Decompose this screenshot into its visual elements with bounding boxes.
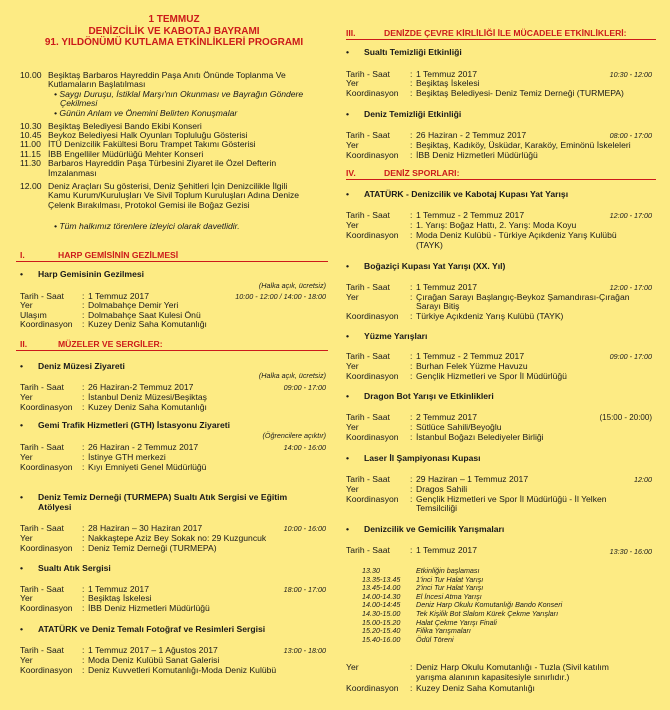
field-label: Koordinasyon xyxy=(346,88,399,98)
event-place: 1. Yarış: Boğaz Hattı, 2. Yarış: Moda Koyu xyxy=(416,220,577,230)
field-label: Yer xyxy=(20,392,33,402)
field-label: Koordinasyon xyxy=(346,230,399,240)
program-time: 11.00 xyxy=(20,139,41,149)
field-colon: : xyxy=(410,683,413,693)
field-label: Tarih - Saat xyxy=(346,130,390,140)
event-date: 28 Haziran – 30 Haziran 2017 xyxy=(88,523,203,533)
event-time: 12:00 xyxy=(634,475,652,484)
event-place: Sarayı Bitiş xyxy=(416,301,460,311)
field-colon: : xyxy=(82,533,85,543)
schedule-time: 13.45-14.00 xyxy=(362,583,401,593)
field-label: Tarih - Saat xyxy=(346,412,390,422)
event-coord: Deniz Kuvvetleri Komutanlığı-Moda Deniz Kulübü xyxy=(88,665,277,675)
section-number: I. xyxy=(20,250,25,260)
event-time: 09:00 - 17:00 xyxy=(609,352,652,361)
field-colon: : xyxy=(410,662,413,672)
program-text: Barbaros Hayreddin Paşa Türbesini Ziyaret ile Özel Defterin xyxy=(48,158,277,168)
field-colon: : xyxy=(410,88,413,98)
event-title: Yüzme Yarışları xyxy=(364,331,428,341)
schedule-event: Etkinliğin başlaması xyxy=(416,566,480,575)
event-place: Dragos Sahili xyxy=(416,484,468,494)
field-label: Koordinasyon xyxy=(20,319,73,329)
field-colon: : xyxy=(82,593,85,603)
schedule-event: Filika Yarışmaları xyxy=(416,626,471,636)
event-coord: İBB Deniz Hizmetleri Müdürlüğü xyxy=(416,150,538,160)
field-colon: : xyxy=(410,484,413,494)
program-time: 11.30 xyxy=(20,158,41,168)
program-time: 11.15 xyxy=(20,149,41,159)
schedule-time: 15.20-15.40 xyxy=(362,626,401,636)
field-colon: : xyxy=(410,432,413,442)
field-label: Yer xyxy=(20,533,33,543)
section-divider xyxy=(16,350,328,351)
event-title: Deniz Temizliği Etkinliği xyxy=(364,109,462,119)
event-time: 12:00 - 17:00 xyxy=(609,283,652,292)
event-coord: Gençlik Hizmetleri ve Spor İl Müdürlüğü - İl Yelken xyxy=(416,494,607,504)
bullet-icon: • xyxy=(346,391,350,401)
event-date: 1 Temmuz - 2 Temmuz 2017 xyxy=(416,210,525,220)
event-coord: Türkiye Açıkdeniz Yarış Kulübü (TAYK) xyxy=(416,311,564,321)
field-colon: : xyxy=(410,361,413,371)
event-note: (Öğrencilere açıktır) xyxy=(262,431,326,440)
title-line: DENİZCİLİK VE KABOTAJ BAYRAMI xyxy=(88,25,260,37)
field-label: Tarih - Saat xyxy=(20,382,64,392)
invite-note: • Tüm halkımız törenlere izleyici olarak davetlidir. xyxy=(54,221,240,231)
program-bullet: • Saygı Duruşu, İstiklal Marşı'nın Okunması ve Bayrağın Göndere xyxy=(54,89,304,99)
event-coord: Gençlik Hizmetleri ve Spor İl Müdürlüğü xyxy=(416,371,567,381)
section-title: DENİZDE ÇEVRE KİRLİLİĞİ İLE MÜCADELE ETKİNLİKLERİ: xyxy=(384,28,627,38)
schedule-event: Ödül Töreni xyxy=(416,634,454,644)
event-coord: Kuzey Deniz Saha Komutanlığı xyxy=(88,402,207,412)
field-colon: : xyxy=(410,140,413,150)
program-text: Kamu Kurum/Kuruluşları Ve Sivil Toplum Kuruluşları Adına Denize xyxy=(48,190,300,200)
event-time: 13:30 - 16:00 xyxy=(609,547,652,556)
program-time: 10.45 xyxy=(20,130,42,140)
event-place: yarışma alanının kapasitesiyle sınırlıdır.) xyxy=(416,672,570,682)
event-time: 10:30 - 12:00 xyxy=(609,70,652,79)
program-text: Deniz Araçları Su gösterisi, Deniz Şehitleri İçin Denizcilikle İlgili xyxy=(48,181,288,191)
event-coord: Moda Deniz Kulübü - Türkiye Açıkdeniz Yarış Kulübü xyxy=(416,230,617,240)
field-label: Yer xyxy=(20,300,33,310)
schedule-time: 15.40-16.00 xyxy=(362,634,401,644)
event-title: ATATÜRK ve Deniz Temalı Fotoğraf ve Resimleri Sergisi xyxy=(38,624,266,634)
program-text: İTÜ Denizcilik Fakültesi Boru Trampet Takımı Gösterisi xyxy=(48,139,256,149)
bullet-icon: • xyxy=(346,524,350,534)
schedule-time: 13.35-13.45 xyxy=(362,574,401,584)
section-number: III. xyxy=(346,28,356,38)
field-label: Tarih - Saat xyxy=(20,291,64,301)
field-colon: : xyxy=(410,351,413,361)
schedule-event: Tek Kişilik Bot Slalom Kürek Çekme Yarışları xyxy=(416,609,559,618)
section-divider xyxy=(16,261,328,262)
event-note: (Halka açık, ücretsiz) xyxy=(258,281,326,290)
event-date: 29 Haziran – 1 Temmuz 2017 xyxy=(416,474,529,484)
field-label: Koordinasyon xyxy=(20,402,73,412)
event-title: Deniz Temiz Derneği (TURMEPA) Sualtı Atık Sergisi ve Eğitim xyxy=(38,492,288,502)
field-colon: : xyxy=(82,452,85,462)
field-label: Yer xyxy=(346,292,359,302)
program-bullet: Çekilmesi xyxy=(60,98,98,108)
field-colon: : xyxy=(410,422,413,432)
section-number: II. xyxy=(20,339,28,349)
event-place: Burhan Felek Yüzme Havuzu xyxy=(416,361,528,371)
field-colon: : xyxy=(410,78,413,88)
field-colon: : xyxy=(82,310,85,320)
section-divider xyxy=(346,39,656,40)
field-colon: : xyxy=(410,230,413,240)
field-colon: : xyxy=(82,543,85,553)
field-colon: : xyxy=(410,292,413,302)
program-text: Çelenk Bırakılması, Protokol Gemisi ile Boğaz Gezisi xyxy=(48,200,250,210)
program-text: Beşiktaş Belediyesi Bando Ekibi Konseri xyxy=(48,121,202,131)
event-date: 1 Temmuz 2017 xyxy=(416,282,477,292)
field-colon: : xyxy=(410,130,413,140)
field-label: Yer xyxy=(20,655,33,665)
field-colon: : xyxy=(410,150,413,160)
field-label: Koordinasyon xyxy=(20,543,73,553)
field-colon: : xyxy=(410,412,413,422)
event-date: 1 Temmuz 2017 xyxy=(416,69,477,79)
section-number: IV. xyxy=(346,168,356,178)
field-label: Yer xyxy=(346,361,359,371)
event-date: 26 Haziran - 2 Temmuz 2017 xyxy=(88,442,199,452)
program-text: Kutlamaların Başlatılması xyxy=(48,79,146,89)
event-time: 13:00 - 18:00 xyxy=(283,646,326,655)
event-title: Laser İl Şampiyonası Kupası xyxy=(364,453,481,463)
event-title: Deniz Müzesi Ziyareti xyxy=(38,361,125,371)
field-colon: : xyxy=(410,311,413,321)
bullet-icon: • xyxy=(346,453,350,463)
field-colon: : xyxy=(410,545,413,555)
event-place: Nakkaştepe Aziz Bey Sokak no: 29 Kuzguncuk xyxy=(88,533,267,543)
event-coord: Deniz Temiz Derneği (TURMEPA) xyxy=(88,543,217,553)
event-date: 1 Temmuz 2017 xyxy=(88,291,149,301)
program-time: 10.00 xyxy=(20,70,42,80)
event-place: İstinye GTH merkezi xyxy=(88,452,166,462)
schedule-time: 14.30-15.00 xyxy=(362,609,401,618)
bullet-icon: • xyxy=(20,361,24,371)
field-label: Tarih - Saat xyxy=(20,523,64,533)
event-place: Dolmabahçe Demir Yeri xyxy=(88,300,179,310)
event-place: Beşiktaş İskelesi xyxy=(88,593,152,603)
title-line: 91. YILDÖNÜMÜ KUTLAMA ETKİNLİKLERİ PROGRAMI xyxy=(44,37,304,48)
field-label: Koordinasyon xyxy=(346,494,399,504)
bullet-icon: • xyxy=(20,269,24,279)
event-title: Denizcilik ve Gemicilik Yarışmaları xyxy=(364,524,505,534)
event-place: Çırağan Sarayı Başlangıç-Beykoz Şamandırası-Çırağan xyxy=(416,292,630,302)
event-coord: Beşiktaş Belediyesi- Deniz Temiz Derneği (TURMEPA) xyxy=(416,88,624,98)
field-colon: : xyxy=(82,442,85,452)
field-label: Tarih - Saat xyxy=(346,545,390,555)
field-label: Tarih - Saat xyxy=(20,645,64,655)
field-label: Koordinasyon xyxy=(346,311,399,321)
event-date: 2 Temmuz 2017 xyxy=(416,412,477,422)
bullet-icon: • xyxy=(346,261,350,271)
event-title: ATATÜRK - Denizcilik ve Kabotaj Kupası Yat Yarışı xyxy=(364,189,569,199)
program-title xyxy=(16,14,332,49)
section-title: HARP GEMİSİNİN GEZİLMESİ xyxy=(58,250,179,260)
schedule-time: 14.00-14.30 xyxy=(362,591,401,601)
title-line: 1 TEMMUZ xyxy=(148,14,200,25)
bullet-icon: • xyxy=(20,624,24,634)
event-coord: Kuzey Deniz Saha Komutanlığı xyxy=(416,683,535,693)
program-text: İBB Engelliler Müdürlüğü Mehter Konseri xyxy=(48,149,204,159)
event-title: Sualtı Atık Sergisi xyxy=(38,563,111,573)
event-title: Gemi Trafik Hizmetleri (GTH) İstasyonu Ziyareti xyxy=(38,420,230,430)
schedule-event: El İncesi Atma Yarışı xyxy=(416,591,482,601)
field-label: Koordinasyon xyxy=(20,665,73,675)
event-place: Sütlüce Sahili/Beyoğlu xyxy=(416,422,502,432)
program-text: İmzalanması xyxy=(48,168,97,178)
field-label: Yer xyxy=(20,452,33,462)
field-label: Koordinasyon xyxy=(346,683,399,693)
field-label: Yer xyxy=(346,422,359,432)
field-colon: : xyxy=(82,300,85,310)
schedule-event: 2'inci Tur Halat Yarışı xyxy=(416,583,484,593)
field-label: Yer xyxy=(346,662,359,672)
program-text: Beykoz Belediyesi Halk Oyunları Topluluğu Gösterisi xyxy=(48,130,248,140)
event-place: Deniz Harp Okulu Komutanlığı - Tuzla (Sivil katılım xyxy=(416,662,609,672)
bullet-icon: • xyxy=(20,492,24,502)
field-label: Ulaşım xyxy=(20,310,47,320)
field-colon: : xyxy=(410,494,413,504)
bullet-icon: • xyxy=(346,109,350,119)
field-label: Yer xyxy=(20,593,33,603)
event-date: 1 Temmuz 2017 xyxy=(416,545,477,555)
field-label: Koordinasyon xyxy=(346,432,399,442)
schedule-event: Deniz Harp Okulu Komutanlığı Bando Konseri xyxy=(416,600,563,610)
event-title: Boğaziçi Kupası Yat Yarışı (XX. Yıl) xyxy=(364,261,506,271)
bullet-icon: • xyxy=(346,189,350,199)
field-label: Tarih - Saat xyxy=(346,210,390,220)
field-colon: : xyxy=(82,665,85,675)
event-place: İstanbul Deniz Müzesi/Beşiktaş xyxy=(88,392,207,402)
event-coord: İstanbul Boğazı Belediyeler Birliği xyxy=(416,432,544,442)
event-place: Moda Deniz Kulübü Sanat Galerisi xyxy=(88,655,220,665)
field-colon: : xyxy=(82,291,85,301)
event-time: 14:00 - 16:00 xyxy=(283,443,326,452)
event-date: 26 Haziran-2 Temmuz 2017 xyxy=(88,382,194,392)
event-time: 08:00 - 17:00 xyxy=(609,131,652,140)
bullet-icon: • xyxy=(20,420,24,430)
field-label: Tarih - Saat xyxy=(346,282,390,292)
section-title: DENİZ SPORLARI: xyxy=(384,168,460,178)
event-coord: Temsilciliği xyxy=(416,503,458,513)
field-colon: : xyxy=(82,584,85,594)
event-coord: Kıyı Emniyeti Genel Müdürlüğü xyxy=(88,462,207,472)
field-label: Yer xyxy=(346,140,359,150)
field-label: Yer xyxy=(346,78,359,88)
event-title: Atölyesi xyxy=(38,502,72,512)
event-transport: Dolmabahçe Saat Kulesi Önü xyxy=(88,310,201,320)
section-divider xyxy=(346,179,656,180)
field-colon: : xyxy=(82,382,85,392)
event-time: 09:00 - 17:00 xyxy=(283,383,326,392)
event-date: 1 Temmuz 2017 xyxy=(88,584,149,594)
program-text: Beşiktaş Barbaros Hayreddin Paşa Anıtı Önünde Toplanma Ve xyxy=(48,70,286,80)
event-time: 12:00 - 17:00 xyxy=(609,211,652,220)
field-label: Tarih - Saat xyxy=(20,442,64,452)
event-place: Beşiktaş İskelesi xyxy=(416,78,480,88)
event-time: 10:00 - 16:00 xyxy=(283,524,326,533)
schedule-time: 13.30 xyxy=(362,566,380,575)
program-bullet: • Günün Anlam ve Önemini Belirten Konuşmalar xyxy=(54,108,238,118)
field-label: Koordinasyon xyxy=(346,150,399,160)
schedule-event: 1'inci Tur Halat Yarışı xyxy=(416,574,484,584)
field-colon: : xyxy=(410,220,413,230)
program-time: 10.30 xyxy=(20,121,42,131)
event-title: Sualtı Temizliği Etkinliği xyxy=(364,47,462,57)
field-colon: : xyxy=(410,69,413,79)
field-label: Tarih - Saat xyxy=(20,584,64,594)
event-time: (15:00 - 20:00) xyxy=(599,413,652,422)
field-colon: : xyxy=(410,210,413,220)
event-note: (Halka açık, ücretsiz) xyxy=(258,371,326,380)
event-coord: İBB Deniz Hizmetleri Müdürlüğü xyxy=(88,603,210,613)
section-title: MÜZELER VE SERGİLER: xyxy=(58,339,163,349)
field-label: Koordinasyon xyxy=(20,603,73,613)
field-colon: : xyxy=(410,474,413,484)
field-label: Tarih - Saat xyxy=(346,351,390,361)
field-colon: : xyxy=(82,645,85,655)
event-title: Harp Gemisinin Gezilmesi xyxy=(38,269,145,279)
field-colon: : xyxy=(82,392,85,402)
field-colon: : xyxy=(82,655,85,665)
schedule-event: Halat Çekme Yarışı Finali xyxy=(416,617,497,627)
field-colon: : xyxy=(82,319,85,329)
field-colon: : xyxy=(82,462,85,472)
field-label: Yer xyxy=(346,484,359,494)
event-title: Dragon Bot Yarışı ve Etkinlikleri xyxy=(364,391,494,401)
schedule-time: 15.00-15.20 xyxy=(362,617,401,627)
program-time: 12.00 xyxy=(20,181,42,191)
field-colon: : xyxy=(82,402,85,412)
event-place: Beşiktaş, Kadıköy, Üsküdar, Karaköy, Eminönü İskeleleri xyxy=(416,140,631,150)
event-date: 26 Haziran - 2 Temmuz 2017 xyxy=(416,130,527,140)
bullet-icon: • xyxy=(20,563,24,573)
event-time: 18:00 - 17:00 xyxy=(283,585,326,594)
event-date: 1 Temmuz 2017 – 1 Ağustos 2017 xyxy=(88,645,218,655)
event-coord: Kuzey Deniz Saha Komutanlığı xyxy=(88,319,207,329)
event-date: 1 Temmuz - 2 Temmuz 2017 xyxy=(416,351,525,361)
field-label: Tarih - Saat xyxy=(346,69,390,79)
field-label: Koordinasyon xyxy=(346,371,399,381)
field-colon: : xyxy=(410,282,413,292)
field-colon: : xyxy=(82,523,85,533)
field-label: Koordinasyon xyxy=(20,462,73,472)
field-label: Yer xyxy=(346,220,359,230)
bullet-icon: • xyxy=(346,331,350,341)
field-label: Tarih - Saat xyxy=(346,474,390,484)
bullet-icon: • xyxy=(346,47,350,57)
event-coord: (TAYK) xyxy=(416,240,443,250)
field-colon: : xyxy=(410,371,413,381)
event-time: 10:00 - 12:00 / 14:00 - 18:00 xyxy=(235,292,326,301)
field-colon: : xyxy=(82,603,85,613)
schedule-time: 14.00-14:45 xyxy=(362,600,401,610)
